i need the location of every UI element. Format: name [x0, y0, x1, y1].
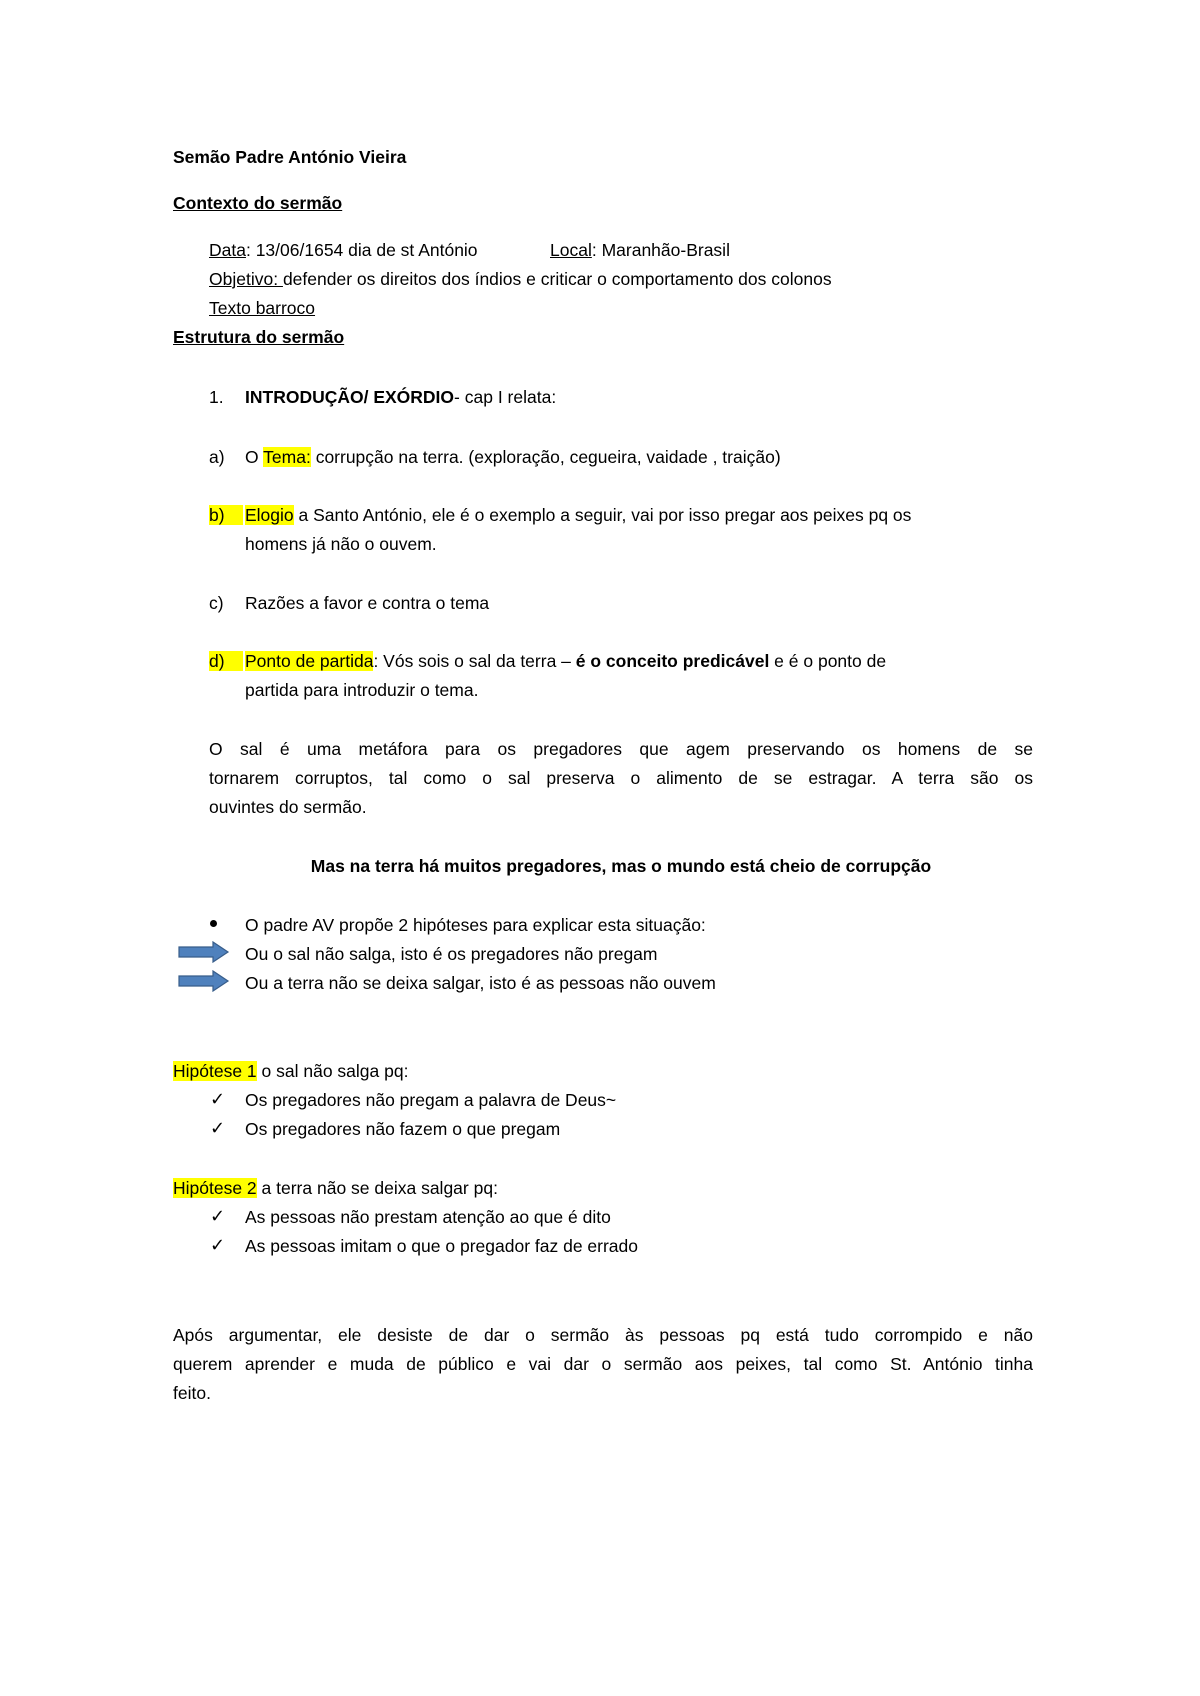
- hipotese2-line: [173, 1180, 498, 1198]
- item-b-line2: homens já não o ouvem.: [245, 534, 437, 554]
- right-arrow-icon: [178, 941, 230, 963]
- context-heading: Contexto do sermão: [173, 193, 343, 213]
- structure-heading: Estrutura do sermão: [173, 327, 345, 347]
- local-value: : Maranhão-Brasil: [591, 240, 730, 260]
- paragraph-final-line2: querem aprender e muda de público e vai dar o sermão aos peixes, tal como St. António tinha: [173, 1354, 1033, 1374]
- hipotese2-label: Hipótese 2: [173, 1178, 257, 1198]
- item-b-marker-text: b): [209, 505, 243, 525]
- paragraph-sal-line1: O sal é uma metáfora para os pregadores que agem preservando os homens de se: [209, 739, 1033, 759]
- objetivo-value: defender os direitos dos índios e criticar o comportamento dos colonos: [282, 269, 832, 289]
- objetivo-label: Objetivo:: [209, 269, 283, 289]
- item-b-rest: a Santo António, ele é o exemplo a seguir, vai por isso pregar aos peixes pq os: [293, 505, 912, 525]
- centered-statement: Mas na terra há muitos pregadores, mas o mundo está cheio de corrupção: [310, 856, 932, 876]
- item1-line: [245, 389, 556, 407]
- context-objetivo-line: [209, 271, 832, 289]
- context-data-line: [209, 242, 478, 260]
- hipotese1-check1: Os pregadores não pregam a palavra de Deus~: [245, 1090, 617, 1110]
- item-c-marker: c): [209, 593, 224, 613]
- arrow-line-2: Ou a terra não se deixa salgar, isto é as pessoas não ouvem: [245, 973, 716, 993]
- item-d-mid: : Vós sois o sal da terra –: [373, 651, 576, 671]
- conceito-predicavel: é o conceito predicável: [575, 651, 770, 671]
- data-label: Data: [209, 240, 246, 260]
- hypotheses-intro: O padre AV propõe 2 hipóteses para explicar esta situação:: [245, 915, 706, 935]
- item-a-marker: a): [209, 447, 225, 467]
- hipotese1-rest: o sal não salga pq:: [256, 1061, 409, 1081]
- checkmark-icon: ✓: [210, 1089, 226, 1109]
- data-value: : 13/06/1654 dia de st António: [245, 240, 478, 260]
- checkmark-icon: ✓: [210, 1206, 226, 1226]
- item-b-line1: [245, 507, 911, 525]
- right-arrow-icon: [178, 970, 230, 992]
- hipotese1-label: Hipótese 1: [173, 1061, 257, 1081]
- tema-highlight: Tema:: [263, 447, 311, 467]
- paragraph-sal-line2: tornarem corruptos, tal como o sal preserva o alimento de se estragar. A terra são os: [209, 768, 1033, 788]
- item-d-marker: [209, 653, 243, 671]
- item-a-line: [245, 449, 781, 467]
- item-d-line1: [245, 653, 886, 671]
- hipotese2-check2: As pessoas imitam o que o pregador faz de errado: [245, 1236, 638, 1256]
- context-local-line: [550, 242, 730, 260]
- item1-number: 1.: [209, 387, 224, 407]
- checkmark-icon: ✓: [210, 1235, 226, 1255]
- arrow-line-1: Ou o sal não salga, isto é os pregadores não pregam: [245, 944, 658, 964]
- paragraph-final-line1: Após argumentar, ele desiste de dar o sermão às pessoas pq está tudo corrompido e não: [173, 1325, 1033, 1345]
- item-d-line2: partida para introduzir o tema.: [245, 680, 479, 700]
- bullet-dot-icon: [210, 920, 217, 927]
- item-a-pre: O: [245, 447, 264, 467]
- item-b-marker: [209, 507, 243, 525]
- item1-bold: INTRODUÇÃO/ EXÓRDIO: [245, 387, 455, 407]
- item-d-marker-text: d): [209, 651, 243, 671]
- paragraph-sal-line3: ouvintes do sermão.: [209, 797, 367, 817]
- hipotese1-line: [173, 1063, 408, 1081]
- checkmark-icon: ✓: [210, 1118, 226, 1138]
- local-label: Local: [550, 240, 592, 260]
- ponto-de-partida-highlight: Ponto de partida: [245, 651, 374, 671]
- hipotese2-check1: As pessoas não prestam atenção ao que é dito: [245, 1207, 611, 1227]
- hipotese1-check2: Os pregadores não fazem o que pregam: [245, 1119, 561, 1139]
- document-title: Semão Padre António Vieira: [173, 147, 407, 167]
- item-a-rest: corrupção na terra. (exploração, cegueira, vaidade , traição): [310, 447, 781, 467]
- hipotese2-rest: a terra não se deixa salgar pq:: [256, 1178, 498, 1198]
- item-d-rest: e é o ponto de: [769, 651, 887, 671]
- item1-rest: - cap I relata:: [454, 387, 557, 407]
- texto-barroco: Texto barroco: [209, 298, 316, 318]
- elogio-highlight: Elogio: [245, 505, 294, 525]
- item-c-text: Razões a favor e contra o tema: [245, 593, 490, 613]
- paragraph-final-line3: feito.: [173, 1383, 211, 1403]
